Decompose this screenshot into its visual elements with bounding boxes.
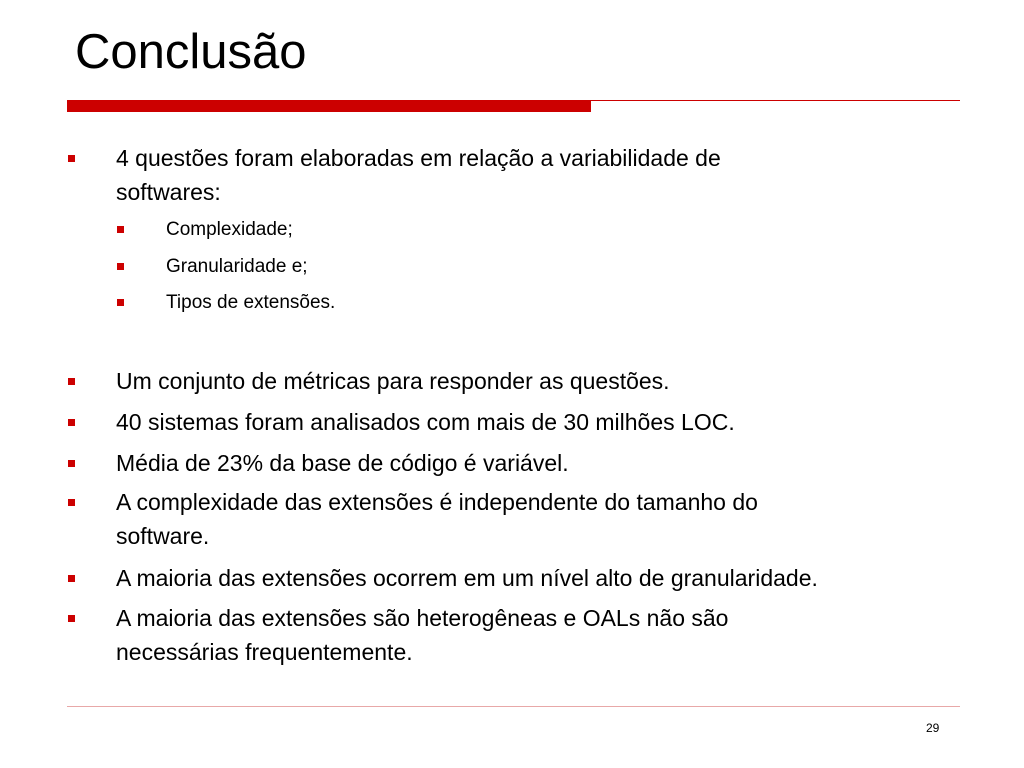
footer-divider [67,706,960,707]
bullet-6-line-1: A maioria das extensões ocorrem em um nível alto de granularidade. [116,565,818,591]
sub-bullet-3: Tipos de extensões. [166,292,336,313]
sub-bullet-marker [117,226,124,233]
bullet-4-line-1: Média de 23% da base de código é variável. [116,450,569,476]
sub-bullet-marker [117,299,124,306]
bullet-marker [68,155,75,162]
title-underline-thin [591,100,960,101]
bullet-marker [68,615,75,622]
bullet-marker [68,378,75,385]
slide-title: Conclusão [75,25,307,79]
bullet-2-line-1: Um conjunto de métricas para responder as questões. [116,368,670,394]
bullet-marker [68,419,75,426]
bullet-5-line-2: software. [116,523,210,549]
sub-bullet-2: Granularidade e; [166,256,308,277]
bullet-1-line-1: 4 questões foram elaboradas em relação a variabilidade de [116,145,721,171]
sub-bullet-marker [117,263,124,270]
title-underline-thick [67,100,591,112]
bullet-5-line-1: A complexidade das extensões é independente do tamanho do [116,489,758,515]
sub-bullet-1: Complexidade; [166,219,293,240]
bullet-7-line-1: A maioria das extensões são heterogêneas e OALs não são [116,605,729,631]
bullet-7-line-2: necessárias frequentemente. [116,639,413,665]
bullet-marker [68,575,75,582]
bullet-3-line-1: 40 sistemas foram analisados com mais de 30 milhões LOC. [116,409,735,435]
page-number: 29 [926,721,940,735]
bullet-1-line-2: softwares: [116,179,221,205]
bullet-marker [68,460,75,467]
bullet-marker [68,499,75,506]
